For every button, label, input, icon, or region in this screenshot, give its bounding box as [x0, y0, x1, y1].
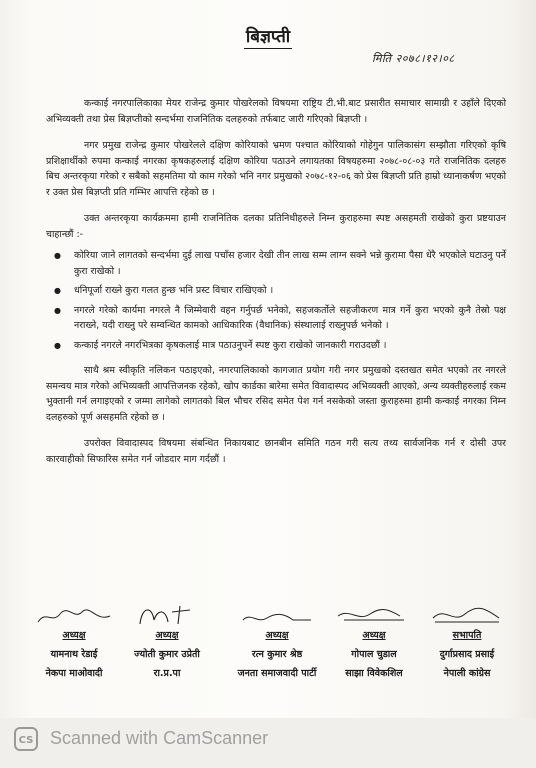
document-body — [46, 96, 506, 478]
document-date: मिति २०७८।१२।०८ — [372, 52, 455, 65]
signatory-5: सभापति दुर्गाप्रसाद प्रसाई नेपाली कांग्रेस — [414, 602, 520, 679]
disagreement-list — [46, 248, 506, 353]
camscanner-logo-icon: CS — [14, 727, 38, 751]
paragraph-disagreement-intro: उक्त अन्तरकृया कार्यक्रममा हामी राजनितिक दलका प्रतिनिधीहरुले निम्न कुराहरुमा स्पष्ट असहमती राखेको कुरा प्रष्टयाउन चाहान्छौं :- — [46, 213, 506, 240]
document-title: बिज्ञप्ती — [245, 27, 291, 47]
paragraph-demand: उपरोक्त विवादास्पद विषयमा संबन्धित निकायबाट छानबीन समिति गठन गरी सत्य तथ्य सार्वजनिक गर्न र दोसी उपर कारवाहीको सिफारिस समेत गर्न जोडदार माग गर्दछौं । — [46, 438, 506, 465]
signatory-1: अध्यक्ष यामनाथ रेडाई नेकपा माओवादी — [28, 602, 120, 679]
signature-scrawl-icon — [132, 602, 202, 628]
signature-scrawl-icon — [334, 602, 414, 628]
signatory-4: अध्यक्ष गोपाल चुडाल साझा विवेकशिल — [324, 602, 424, 679]
signatory-2: अध्यक्ष ज्योती कुमार उप्रेती रा.प्र.पा — [112, 602, 222, 679]
list-item: ● कन्काई नगरले नगरभित्रका कृषकलाई मात्र पठाउनुपर्ने स्पष्ट कुरा राखेको जानकारी गराउदछौं । — [74, 338, 506, 354]
signature-scrawl-icon — [237, 602, 317, 628]
list-item: ● कोरिया जाने लागतको सन्दर्भमा दुई लाख पचाँस हजार देखी तीन लाख सम्म लाग्न सक्ने भन्ने कुरामा पैसा धेरै भएकोले घटाउनु पर्ने कुरा राखेको । — [74, 248, 506, 279]
watermark-text: Scanned with CamScanner — [50, 728, 269, 748]
signature-block — [28, 602, 518, 692]
signatory-3: अध्यक्ष रत्न कुमार श्रेष्ठ जनता समाजवादी पार्टी — [218, 602, 336, 679]
paragraph-objection: नगर प्रमुख राजेन्द्र कुमार पोखरेलले दक्षिण कोरियाको भ्रमण पश्चात कोरियाको गोहेगुन पालिकासंग सम्झौता गरिएको कृषि प्रशिक्षार्थीको रुपमा कन्काई नगरका कृषकहरुलाई दक्षिण कोरिया पठाउने लगायतका विषयहरुमा २०७८-०८-०३ गते राजनितिक दलहरु बिच अन्तरकृया गरेको र सबैको सहमतिमा यो काम गरेको भनि नगर प्रमुखको २०७८-१२-०६ को प्रेस बिज्ञप्ती प्रति हाम्रो ध्यानाकर्षण भएको र उक्त प्रेस बिज्ञप्ती प्रति गम्भिर आपत्ति रहेको छ । — [46, 140, 506, 198]
paragraph-labour-permit: साथै श्रम स्वीकृति नलिकन पठाइएको, नगरपालिकाको कागजात प्रयोग गरी नगर प्रमुखको दस्तखत समेत भएको तर नगरले समन्वय मात्र गरेको अभिव्यक्ती आपत्तिजनक रहेको, खोप कार्डका बारेमा समेत विवादास्पद अभिव्यक्ती आएको, अन्य व्यक्तीहरुलाई रकम भुक्तानी गर्न लगाइएको र जम्मा लागेको लागतको बिल भौचर रसिद समेत पेश गर्न नसकेको जस्ता कुराहरुमा हामी कन्काई नगरका निम्न दलहरुको पूर्ण असहमति रहेको छ । — [46, 365, 506, 423]
signature-scrawl-icon — [34, 602, 114, 628]
list-item: ● धनिपूर्जा राख्ने कुरा गलत हुन्छ भनि प्रस्ट विचार राखिएको । — [74, 283, 506, 299]
signature-scrawl-icon — [427, 602, 507, 628]
list-item: ● नगरले गरेको कार्यमा नगरले नै जिम्मेवारी वहन गर्नुपर्छ भनेको, सहजकर्तोले सहजीकरण मात्र गर्ने कुरा भएको कुनै तेस्रो पक्ष नराख्ने, यदी राख्नु परे सम्वन्धित कामको आधिकारिक (वैधानिक) संस्थालाई राख्नुपर्छ भनेको । — [74, 303, 506, 334]
paragraph-intro: कन्काई नगरपालिकाका मेयर राजेन्द्र कुमार पोखरेलको विषयमा राष्ट्रिय टी.भी.बाट प्रसारीत समाचार सामाग्री र उहाँले दिएको अभिव्यक्ती तथा प्रेस बिज्ञप्तीको सन्दर्भमा राजनितिक दलहरुको तर्फबाट जारी गरिएको बिज्ञप्ती । — [46, 98, 506, 125]
scanner-watermark — [0, 718, 536, 768]
